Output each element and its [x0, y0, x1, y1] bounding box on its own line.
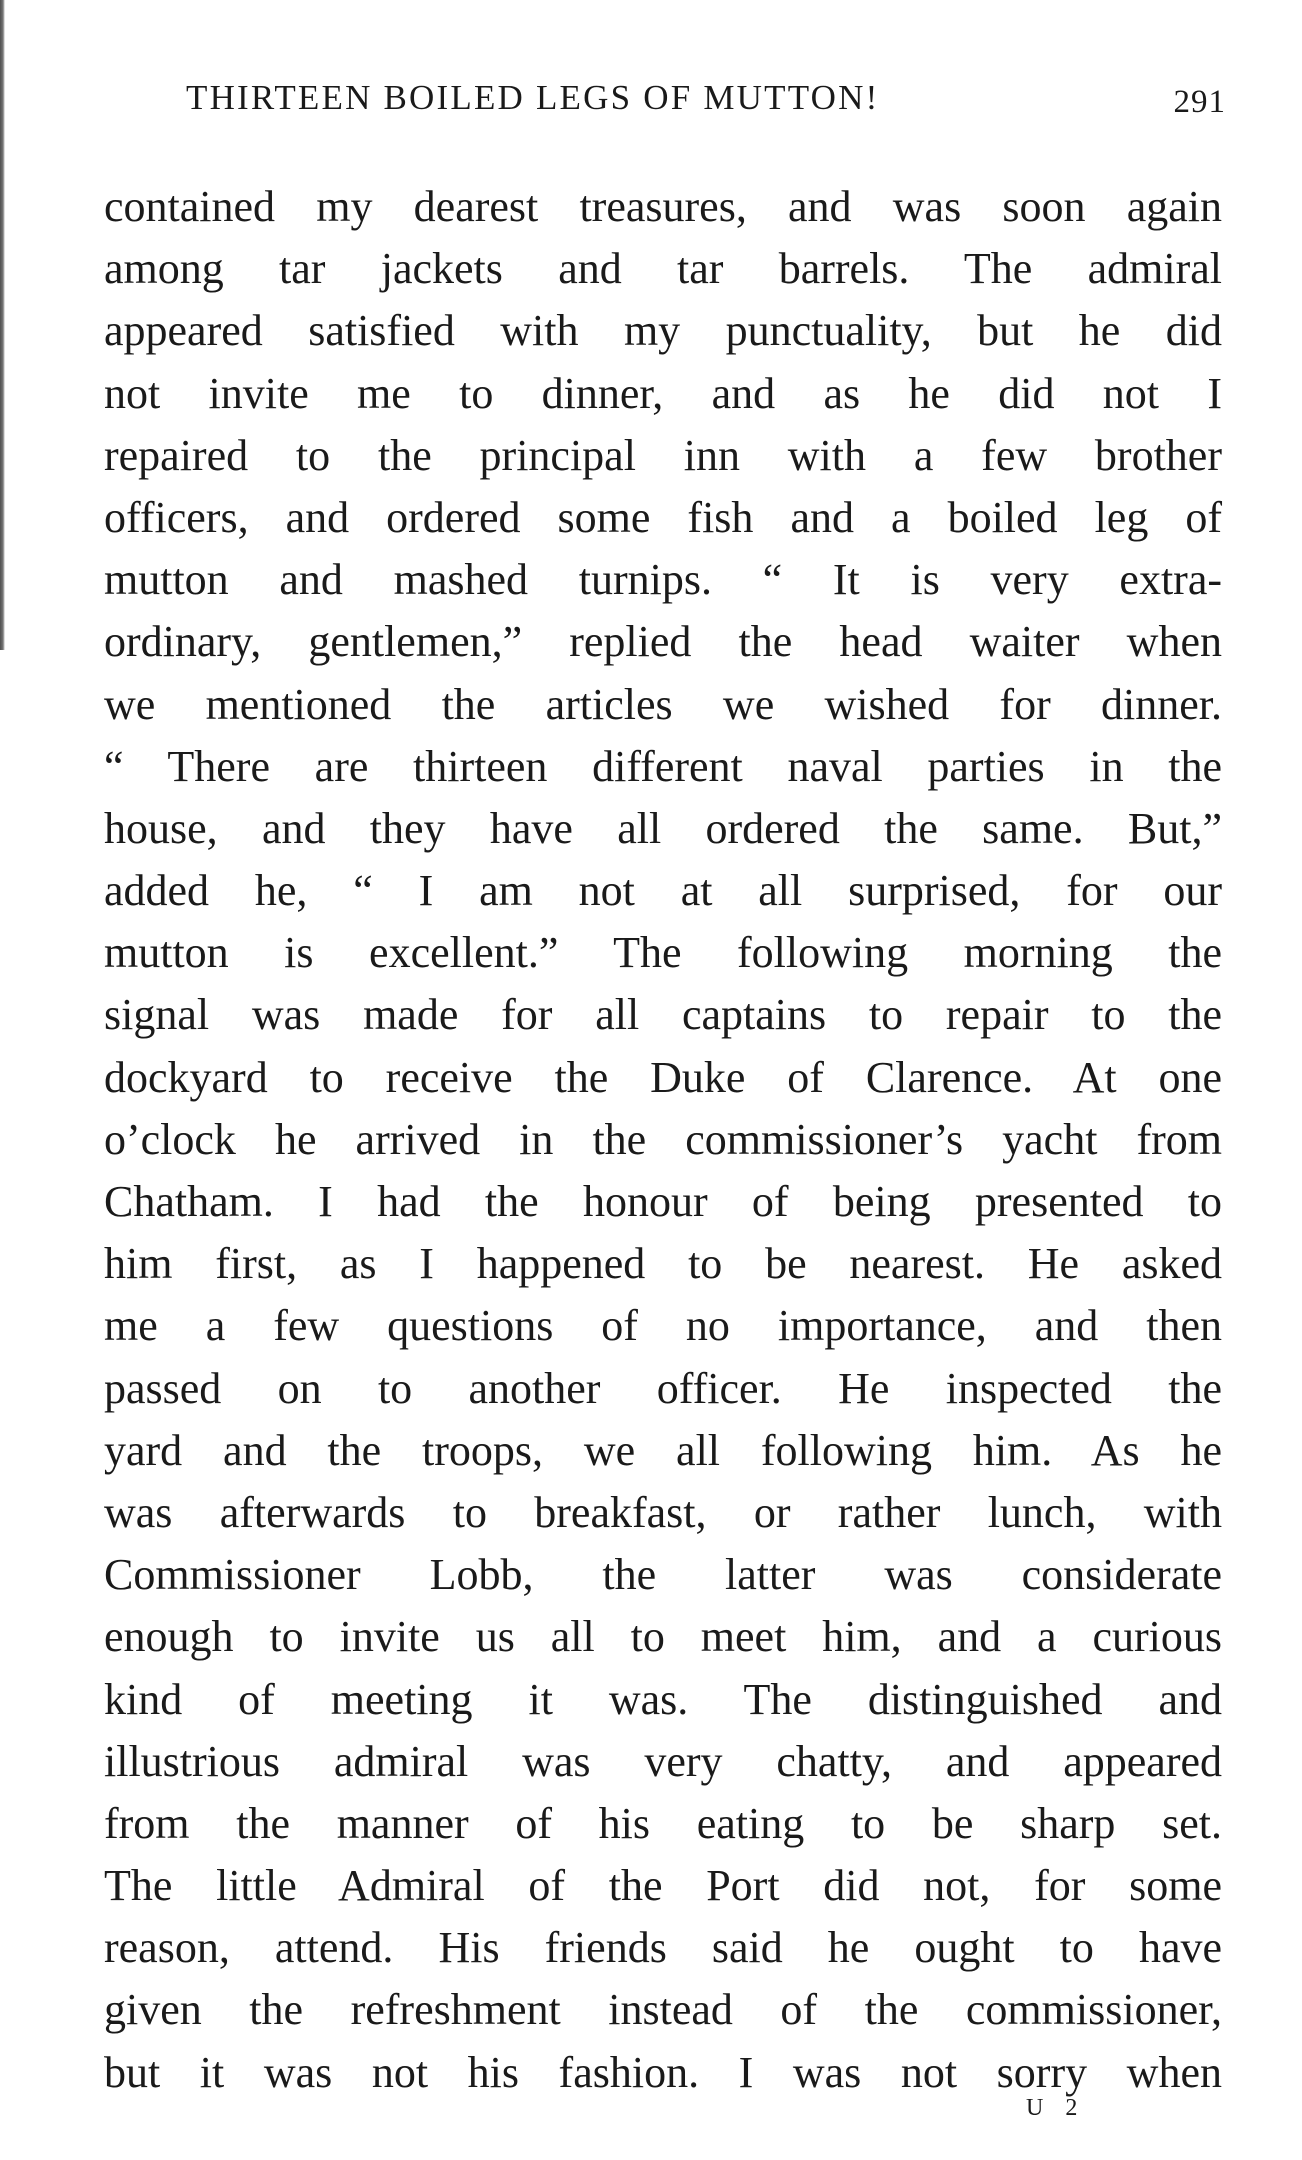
text-line: kind of meeting it was. The distinguished and [104, 1674, 1222, 1724]
text-line: me a few questions of no importance, and then [104, 1301, 1222, 1351]
text-line: not invite me to dinner, and as he did not I [104, 368, 1222, 418]
text-line: The little Admiral of the Port did not, for some [104, 1861, 1222, 1911]
signature-mark: U 2 [1026, 2095, 1086, 2121]
running-head [186, 78, 1226, 128]
text-line: added he, “ I am not at all surprised, for our [104, 866, 1222, 916]
text-line: o’clock he arrived in the commissioner’s yacht from [104, 1114, 1222, 1164]
text-line: Chatham. I had the honour of being presented to [104, 1177, 1222, 1226]
text-line: illustrious admiral was very chatty, and appeared [104, 1736, 1222, 1786]
text-line: yard and the troops, we all following him. As he [104, 1425, 1222, 1475]
text-line: contained my dearest treasures, and was soon again [104, 182, 1222, 231]
text-line: mutton is excellent.” The following morning the [104, 928, 1222, 978]
text-line: ordinary, gentlemen,” replied the head waiter when [104, 617, 1222, 667]
text-line: among tar jackets and tar barrels. The admiral [104, 244, 1222, 294]
body-text [104, 176, 1222, 2104]
text-line: appeared satisfied with my punctuality, but he did [104, 306, 1222, 356]
text-line: from the manner of his eating to be sharp set. [104, 1798, 1222, 1848]
text-line: reason, attend. His friends said he ought to have [104, 1923, 1222, 1973]
text-line: enough to invite us all to meet him, and a curious [104, 1612, 1222, 1662]
text-line: officers, and ordered some fish and a boiled leg of [104, 492, 1222, 542]
text-line: “ There are thirteen different naval parties in the [104, 741, 1222, 791]
text-line: Commissioner Lobb, the latter was considerate [104, 1550, 1222, 1600]
page-number: 291 [1173, 84, 1226, 120]
text-line: signal was made for all captains to repair to the [104, 990, 1222, 1040]
text-line: but it was not his fashion. I was not sorry when [104, 2047, 1222, 2097]
text-line: house, and they have all ordered the same. But,” [104, 803, 1222, 853]
text-line: repaired to the principal inn with a few brother [104, 430, 1222, 480]
text-line: dockyard to receive the Duke of Clarence. At one [104, 1052, 1222, 1102]
text-line: we mentioned the articles we wished for dinner. [104, 679, 1222, 729]
text-line: given the refreshment instead of the commissioner, [104, 1985, 1222, 2035]
text-line: was afterwards to breakfast, or rather lunch, with [104, 1487, 1222, 1537]
binding-shadow [0, 0, 5, 650]
text-line: passed on to another officer. He inspected the [104, 1363, 1222, 1413]
chapter-running-title: THIRTEEN BOILED LEGS OF MUTTON! [186, 78, 880, 117]
text-line: mutton and mashed turnips. “ It is very extra- [104, 555, 1222, 605]
text-line: him first, as I happened to be nearest. He asked [104, 1239, 1222, 1289]
